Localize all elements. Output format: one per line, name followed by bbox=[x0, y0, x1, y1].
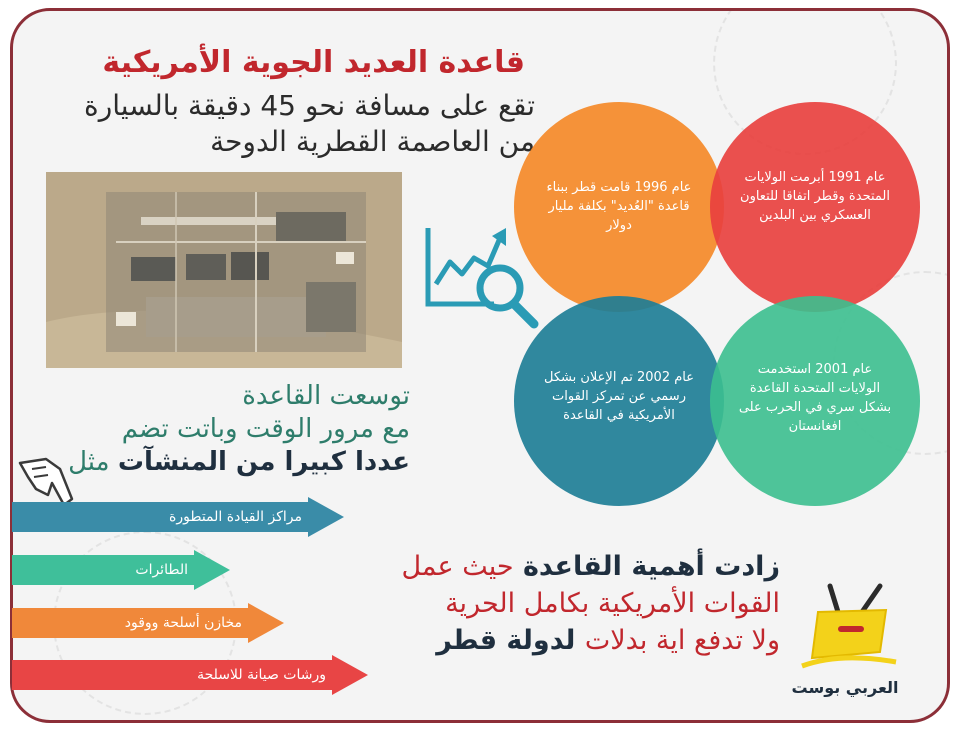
importance-dark: زادت أهمية القاعدة bbox=[522, 551, 780, 582]
facility-label: الطائرات bbox=[135, 562, 188, 578]
page-subtitle bbox=[55, 88, 535, 160]
timeline-text-2001: عام 2001 استخدمت الولايات المتحدة القاعدة بشكل سري في الحرب على افغانستان bbox=[738, 362, 892, 434]
facility-arrow-workshops bbox=[12, 655, 368, 695]
arrow-tip bbox=[332, 655, 368, 695]
importance-text bbox=[360, 548, 780, 659]
page-title: قاعدة العديد الجوية الأمريكية bbox=[102, 45, 525, 80]
importance-red: ولا تدفع اية بدلات bbox=[584, 625, 780, 656]
arabi-post-logo bbox=[800, 582, 900, 678]
importance-line: القوات الأمريكية بكامل الحرية bbox=[445, 588, 780, 619]
facility-label: مراكز القيادة المتطورة bbox=[169, 509, 302, 525]
expansion-highlight: عددا كبيرا من المنشآت bbox=[117, 447, 410, 477]
subtitle-line: من العاصمة القطرية الدوحة bbox=[210, 125, 535, 158]
facility-label: ورشات صيانة للاسلحة bbox=[197, 667, 326, 683]
arrow-tip bbox=[194, 550, 230, 590]
importance-red: حيث عمل bbox=[401, 551, 514, 582]
expansion-text bbox=[50, 380, 410, 479]
facility-arrow-depots bbox=[12, 603, 284, 643]
subtitle-line: تقع على مسافة نحو 45 دقيقة بالسيارة bbox=[84, 89, 535, 122]
expansion-line: توسعت القاعدة bbox=[242, 381, 410, 411]
timeline-text-1996: عام 1996 قامت قطر ببناء قاعدة "العُديد" بكلفة مليار دولار bbox=[546, 180, 692, 233]
importance-dark: لدولة قطر bbox=[436, 625, 576, 656]
facility-label: مخازن أسلحة ووقود bbox=[124, 615, 242, 631]
timeline-text-1991: عام 1991 أبرمت الولايات المتحدة وقطر اتفاقا للتعاون العسكري بين البلدين bbox=[740, 170, 890, 223]
aerial-base-photo bbox=[46, 172, 402, 368]
logo-name: العربي بوست bbox=[791, 678, 899, 697]
importance-line bbox=[360, 622, 780, 659]
expansion-line: مع مرور الوقت وباتت تضم bbox=[121, 414, 410, 444]
importance-line bbox=[360, 548, 780, 585]
expansion-line bbox=[50, 446, 410, 479]
timeline-text-2002: عام 2002 تم الإعلان بشكل رسمي عن تمركز القوات الأمريكية في القاعدة bbox=[544, 370, 694, 423]
aerial-base-illustration bbox=[46, 172, 402, 368]
expansion-suffix: مثل bbox=[68, 447, 110, 477]
facility-arrow-aircraft bbox=[12, 550, 230, 590]
arrow-tip bbox=[308, 497, 344, 537]
arrow-tip bbox=[248, 603, 284, 643]
facility-arrow-command-centers bbox=[12, 497, 344, 537]
